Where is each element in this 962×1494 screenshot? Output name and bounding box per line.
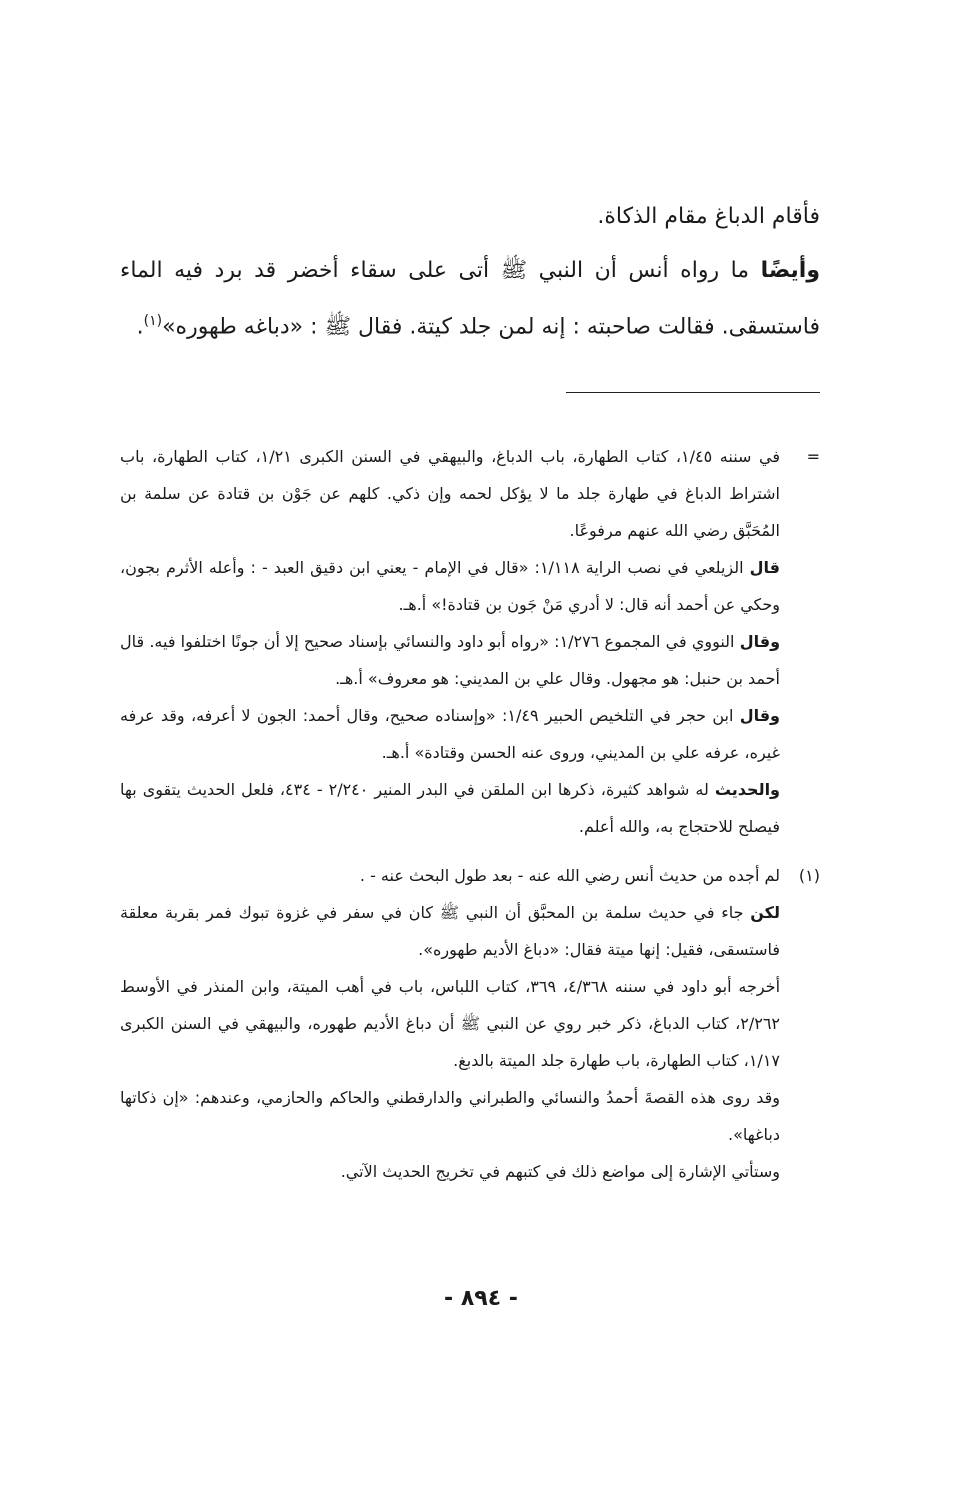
emphasis-word: وأيضًا <box>760 258 820 283</box>
footnote-marker: (١) <box>798 866 820 885</box>
footnote-lead: قال <box>749 558 780 577</box>
footnote-line <box>120 857 780 894</box>
main-paragraph-1: فأقام الدباغ مقام الذكاة. <box>597 204 820 229</box>
page-number: - ٨٩٤ - <box>444 1286 518 1311</box>
footnote-text: وستأتي الإشارة إلى مواضع ذلك في كتبهم في تخريج الحديث الآتي. <box>340 1162 780 1181</box>
footnote-text: لم أجده من حديث أنس رضي الله عنه - بعد طول البحث عنه - . <box>359 866 780 885</box>
paragraph-text: ما رواه أنس أن النبي ﷺ أتى على سقاء أخضر قد برد فيه الماء فاستسقى. فقالت صاحبته : إنه لمن جلد كيتة. فقال ﷺ : «دباغه طهوره» <box>120 258 820 340</box>
main-paragraph-2 <box>120 246 820 352</box>
footnote-text: أخرجه أبو داود في سننه ٤/٣٦٨، ٣٦٩، كتاب اللباس، باب في أهب الميتة، وابن المنذر في الأوسط ٢/٢٦٢، كتاب الدباغ، ذكر خبر روي عن النبي ﷺ أن دباغ الأديم طهوره، والبيهقي في السنن الكبرى ١/١٧، كتاب الطهارة، باب طهارة جلد الميتة بالدبغ. <box>120 977 781 1070</box>
footnote-text: ابن حجر في التلخيص الحبير ١/٤٩: «وإسناده صحيح، وقال أحمد: الجون لا أعرفه، وقد عرفه غيره، عرفه علي بن المديني، وروى عنه الحسن وقتادة» أ.هـ. <box>120 706 780 762</box>
footnote-lead: وقال <box>739 706 780 725</box>
paragraph-end: . <box>136 314 144 340</box>
footnote-text: الزيلعي في نصب الراية ١/١١٨: «قال في الإمام - يعني ابن دقيق العبد - : وأعله الأثرم بجون، وحكي عن أحمد أنه قال: لا أدري مَنْ جَون بن قتادة!» أ.هـ. <box>120 558 780 614</box>
footnote-separator <box>566 392 820 393</box>
footnote-line <box>120 968 780 1079</box>
footnote-line <box>120 438 780 549</box>
footnote-text: وقد روى هذه القصةَ أحمدُ والنسائي والطبراني والدارقطني والحاكم والحازمي، وعندهم: «إن ذكاتها دباغها». <box>120 1088 780 1144</box>
footnote-line <box>120 1153 780 1190</box>
footnote-text: له شواهد كثيرة، ذكرها ابن الملقن في البدر المنير ٢/٢٤٠ - ٤٣٤، فلعل الحديث يتقوى بها فيصلح للاحتجاج به، والله أعلم. <box>120 780 780 836</box>
footnote-line <box>120 771 780 845</box>
footnote-text: النووي في المجموع ١/٢٧٦: «رواه أبو داود والنسائي بإسناد صحيح إلا أن جونًا اختلفوا فيه. قال أحمد بن حنبل: هو مجهول. وقال علي بن المديني: هو معروف» أ.هـ. <box>120 632 780 688</box>
footnote-lead: وقال <box>739 632 781 651</box>
footnote-line <box>120 623 780 697</box>
footnotes <box>120 438 820 1190</box>
footnote-line <box>120 697 780 771</box>
main-text <box>120 192 820 364</box>
footnote-ref: (١) <box>143 313 163 329</box>
footnote-lead: لكن <box>750 903 780 922</box>
footnote-line <box>120 894 780 968</box>
footnote-marker: = <box>806 447 820 466</box>
footnote-text: جاء في حديث سلمة بن المحبَّق أن النبي ﷺ كان في سفر في غزوة تبوك فمر بقربة معلقة فاستسقى، فقيل: إنها ميتة فقال: «دباغ الأديم طهوره». <box>120 903 780 959</box>
footnote-text: في سننه ١/٤٥، كتاب الطهارة، باب الدباغ، والبيهقي في السنن الكبرى ١/٢١، كتاب الطهارة، باب اشتراط الدباغ في طهارة جلد ما لا يؤكل لحمه وإن ذكي. كلهم عن جَوْن بن قتادة عن سلمة بن المُحَبَّق رضي الله عنهم مرفوعًا. <box>120 447 780 540</box>
footnote-line <box>120 549 780 623</box>
footnote-1 <box>120 857 820 1190</box>
footnote-lead: والحديث <box>714 780 780 799</box>
footnote-continued <box>120 438 820 845</box>
footnote-line <box>120 1079 780 1153</box>
